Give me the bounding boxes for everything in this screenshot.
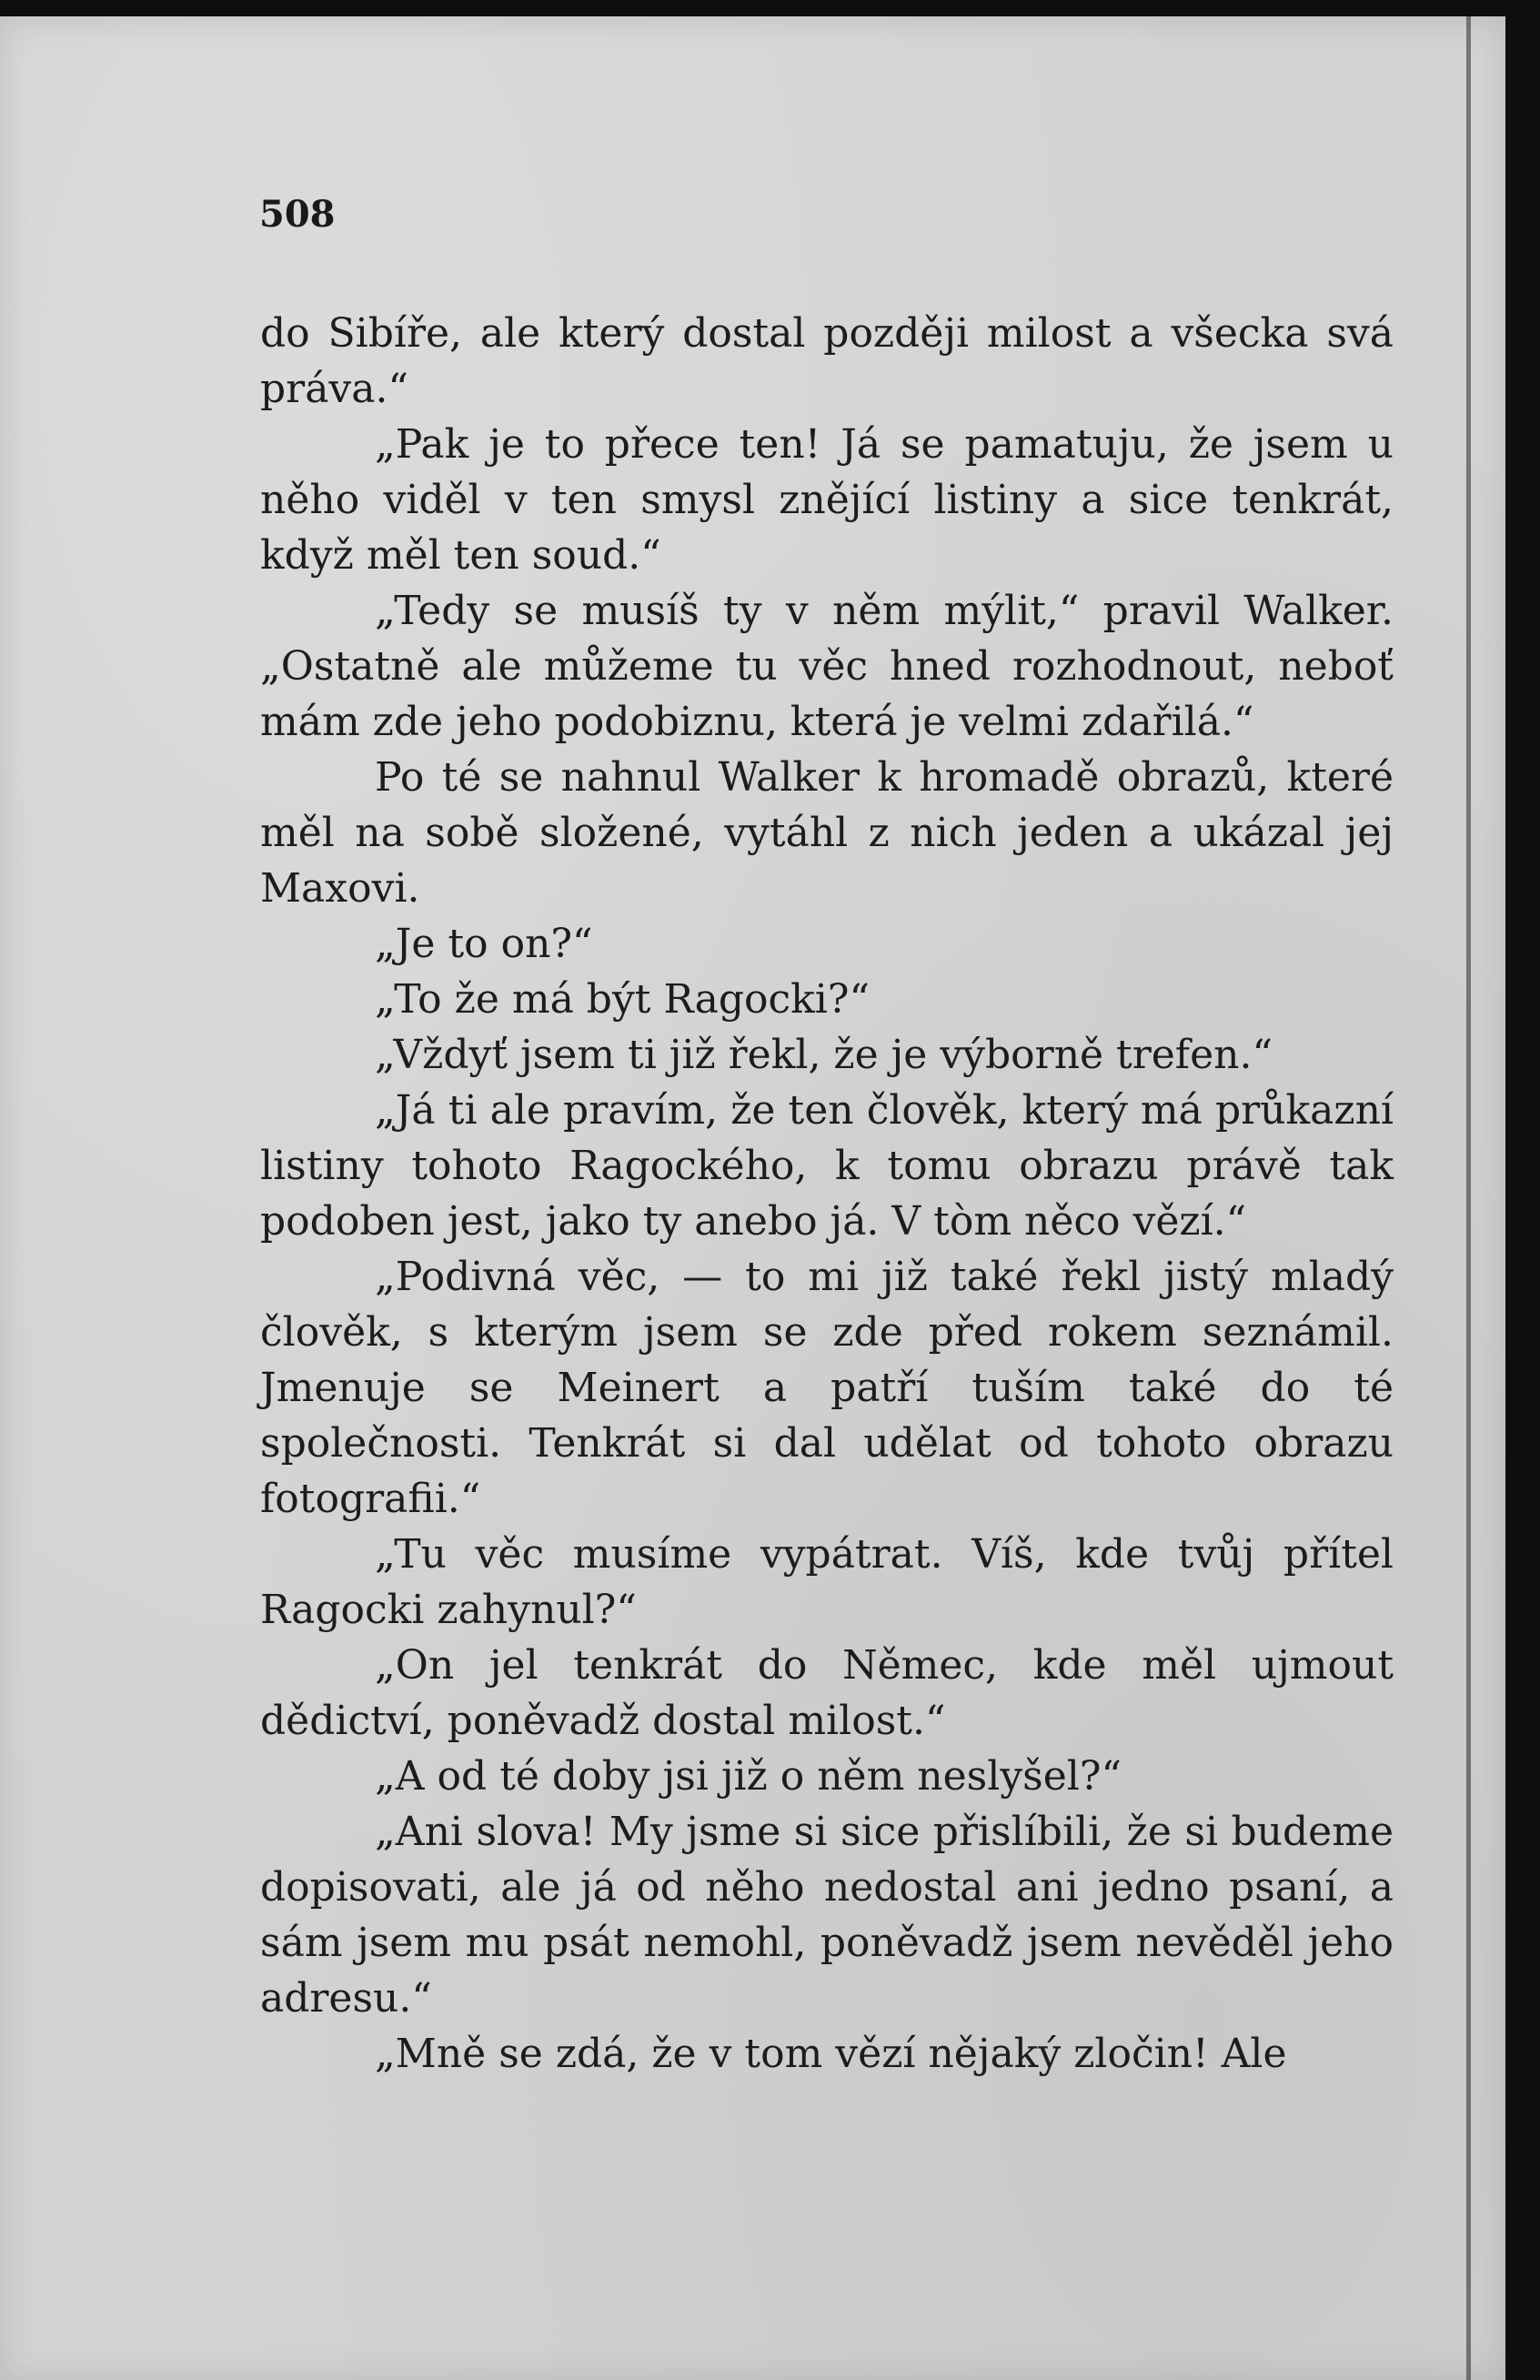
paragraph: „Tedy se musíš ty v něm mýlit,“ pravil Walker. „Ostatně ale můžeme tu věc hned rozhodnout, neboť mám zde jeho podobiznu, která je velmi zdařilá.“ bbox=[260, 588, 1394, 745]
paragraph: „On jel tenkrát do Němec, kde měl ujmout dědictví, poněvadž dostal milost.“ bbox=[260, 1642, 1394, 1744]
page-number: 508 bbox=[259, 193, 336, 236]
book-page bbox=[0, 16, 1505, 2380]
paragraph: „Mně se zdá, že v tom vězí nějaký zločin! Ale bbox=[375, 2031, 1287, 2077]
paragraph: „Vždyť jsem ti již řekl, že je výborně trefen.“ bbox=[375, 1032, 1273, 1078]
paragraph: „Tu věc musíme vypátrat. Víš, kde tvůj přítel Ragocki zahynul?“ bbox=[260, 1531, 1394, 1633]
paragraph: „Ani slova! My jsme si sice přislíbili, že si budeme dopisovati, ale já od něho nedostal ani jedno psaní, a sám jsem mu psát nemohl, poněvadž jsem nevěděl jeho adresu.“ bbox=[260, 1809, 1394, 2022]
paragraph: „Podivná věc, — to mi již také řekl jistý mladý člověk, s kterým jsem se zde před rokem seznámil. Jmenuje se Meinert a patří tuším také do té společnosti. Tenkrát si dal udělat od tohoto obrazu fotografii.“ bbox=[260, 1254, 1394, 1522]
paragraph: „Já ti ale pravím, že ten člověk, který má průkazní listiny tohoto Ragockého, k tomu obrazu právě tak podoben jest, jako ty anebo já. V tòm něco vězí.“ bbox=[260, 1087, 1394, 1245]
paragraph: do Sibíře, ale který dostal později milost a všecka svá práva.“ bbox=[260, 310, 1394, 412]
paragraph: „To že má být Ragocki?“ bbox=[375, 976, 870, 1023]
body-text bbox=[260, 306, 1394, 2082]
paragraph: „Je to on?“ bbox=[375, 921, 593, 967]
paragraph: Po té se nahnul Walker k hromadě obrazů, které měl na sobě složené, vytáhl z nich jeden a ukázal jej Maxovi. bbox=[260, 754, 1394, 912]
page-edge bbox=[1466, 16, 1471, 2380]
paragraph: „A od té doby jsi již o něm neslyšel?“ bbox=[375, 1753, 1122, 1800]
paragraph: „Pak je to přece ten! Já se pamatuju, že jsem u něho viděl v ten smysl znějící listiny a sice tenkrát, když měl ten soud.“ bbox=[260, 421, 1394, 579]
